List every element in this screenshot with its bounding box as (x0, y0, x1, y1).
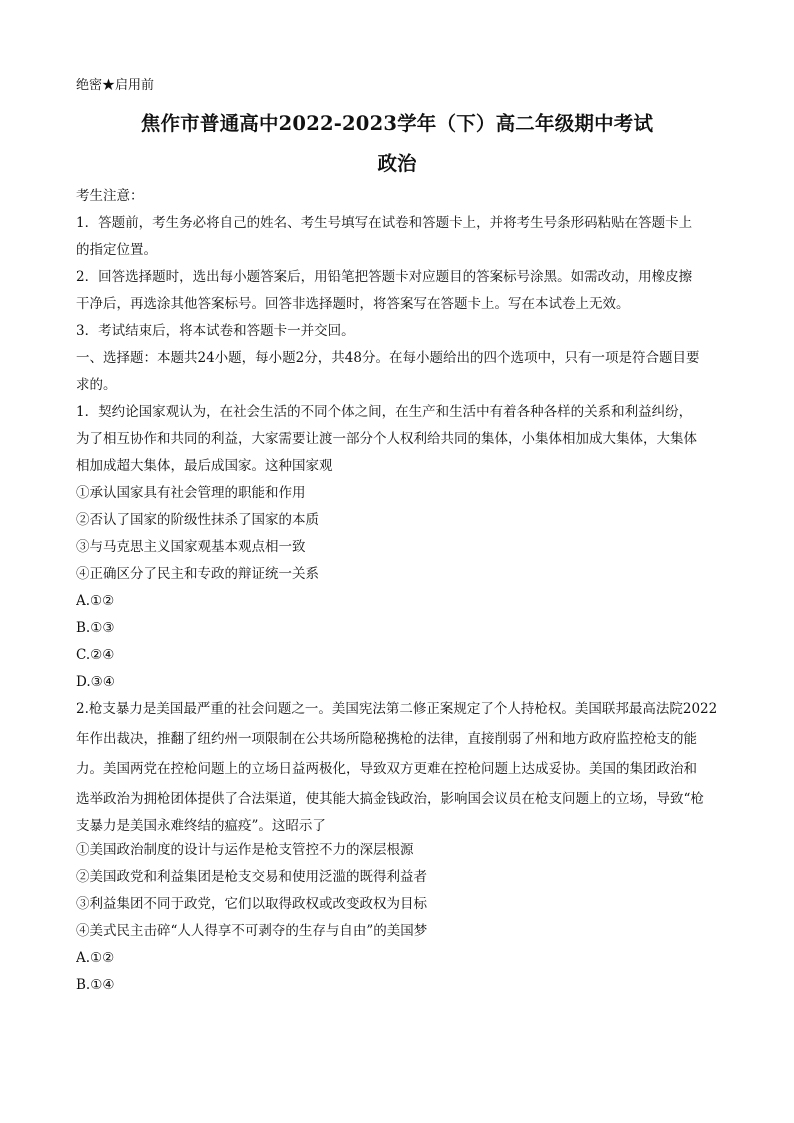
subject-title: 政治 (377, 152, 417, 175)
question-1-stem: 1．契约论国家观认为，在社会生活的不同个体之间，在生产和生活中有着各种各样的关系和利益纠纷， (76, 404, 693, 420)
section-heading-cont: 求的。 (76, 377, 117, 393)
question-1-stem-2: 为了相互协作和共同的利益，大家需要让渡一部分个人权利给共同的集体，小集体相加成大集体，大集体 (76, 431, 697, 447)
notice-item-1: 1．答题前，考生务必将自己的姓名、考生号填写在试卷和答题卡上，并将考生号条形码粘贴在答题卡上 (76, 215, 693, 231)
question-1-option-a: A.①② (76, 593, 115, 609)
notice-item-2-cont: 干净后，再选涂其他答案标号。回答非选择题时，将答案写在答题卡上。写在本试卷上无效。 (76, 296, 630, 312)
question-1-option-b: B.①③ (76, 620, 115, 636)
notice-item-1-cont: 的指定位置。 (76, 242, 157, 258)
question-2-stem-4: 选举政治为拥枪团体提供了合法渠道，使其能大搞金钱政治，影响国会议员在枪支问题上的立场，导致“枪 (76, 791, 704, 807)
question-1-statement-3: ③与马克思主义国家观基本观点相一致 (76, 539, 306, 555)
question-2-statement-1: ①美国政治制度的设计与运作是枪支管控不力的深层根源 (76, 842, 414, 858)
question-2-statement-4: ④美式民主击碎“人人得享不可剥夺的生存与自由”的美国梦 (76, 923, 428, 939)
question-2-stem-3: 力。美国两党在控枪问题上的立场日益两极化，导致双方更难在控枪问题上达成妥协。美国的集团政治和 (76, 761, 697, 777)
notice-item-2: 2．回答选择题时，选出每小题答案后，用铅笔把答题卡对应题目的答案标号涂黑。如需改动，用橡皮擦 (76, 269, 693, 285)
notice-heading: 考生注意： (76, 188, 144, 204)
question-2-stem: 2.枪支暴力是美国最严重的社会问题之一。美国宪法第二修正案规定了个人持枪权。美国联邦最高法院2022 (76, 701, 718, 717)
question-1-stem-3: 相加成超大集体，最后成国家。这种国家观 (76, 458, 333, 474)
question-2-option-b: B.①④ (76, 977, 115, 993)
section-heading: 一、选择题：本题共24小题，每小题2分，共48分。在每小题给出的四个选项中，只有一项是符合题目要 (76, 350, 700, 366)
notice-item-3: 3．考试结束后，将本试卷和答题卡一并交回。 (76, 323, 355, 339)
question-2-option-a: A.①② (76, 950, 115, 966)
question-2-statement-2: ②美国政党和利益集团是枪支交易和使用泛滥的既得利益者 (76, 869, 427, 885)
question-1-statement-2: ②否认了国家的阶级性抹杀了国家的本质 (76, 512, 319, 528)
question-1-statement-4: ④正确区分了民主和专政的辩证统一关系 (76, 566, 319, 582)
question-2-stem-5: 支暴力是美国永难终结的瘟疫”。这昭示了 (76, 818, 326, 834)
exam-title: 焦作市普通高中2022-2023学年（下）高二年级期中考试 (140, 112, 654, 135)
question-1-option-c: C.②④ (76, 647, 115, 663)
question-2-stem-2: 年作出裁决，推翻了纽约州一项限制在公共场所隐秘携枪的法律，直接削弱了州和地方政府监控枪支的能 (76, 731, 697, 747)
question-2-statement-3: ③利益集团不同于政党，它们以取得政权或改变政权为目标 (76, 896, 427, 912)
question-1-statement-1: ①承认国家具有社会管理的职能和作用 (76, 485, 306, 501)
confidential-mark: 绝密★启用前 (76, 78, 155, 93)
question-1-option-d: D.③④ (76, 674, 115, 690)
